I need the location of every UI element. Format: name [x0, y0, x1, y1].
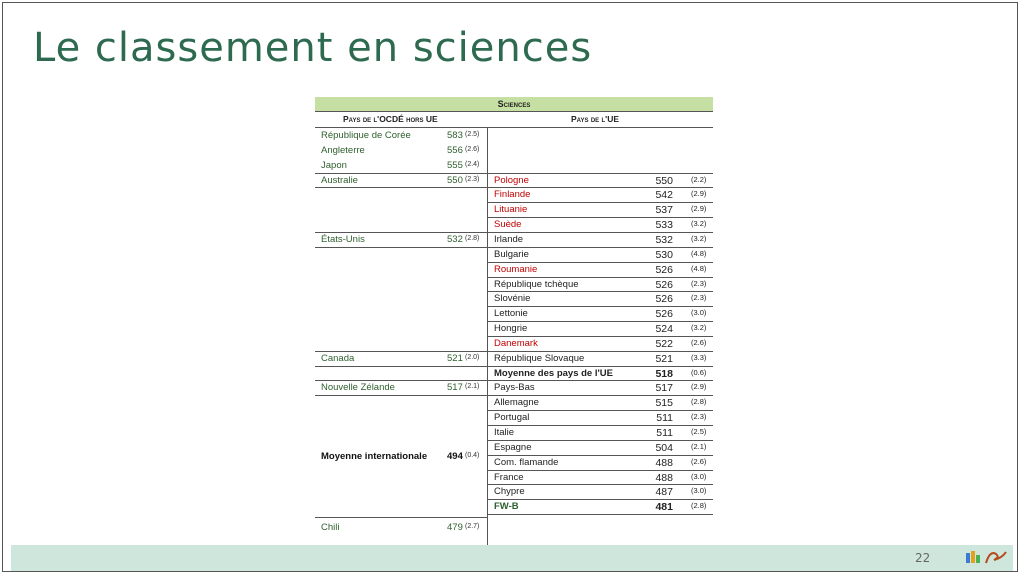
- row-divider: [315, 173, 487, 174]
- row-divider: [487, 514, 713, 515]
- eu-country-se: (3.0): [691, 486, 707, 496]
- eu-country-se: (3.0): [691, 308, 707, 318]
- eu-country-name: Pays-Bas: [494, 382, 535, 394]
- eu-country-score: 517: [655, 382, 673, 395]
- row-divider: [487, 291, 713, 292]
- row-divider: [487, 470, 713, 471]
- row-divider: [487, 440, 713, 441]
- oecd-country-se: (0.4): [465, 451, 480, 459]
- eu-country-score: 550: [655, 174, 673, 187]
- eu-country-se: (2.3): [691, 278, 707, 288]
- page-number: 22: [915, 551, 931, 565]
- oecd-country-se: (2.6): [465, 145, 480, 153]
- eu-country-name: Pologne: [494, 174, 529, 186]
- eu-country-name: Lettonie: [494, 308, 528, 320]
- eu-country-se: (2.6): [691, 456, 707, 466]
- eu-country-name: Irlande: [494, 233, 524, 245]
- slide-footer: [11, 545, 1013, 571]
- oecd-country-se: (2.5): [465, 131, 480, 138]
- oecd-country-se: (2.1): [465, 383, 480, 391]
- eu-country-name: Hongrie: [494, 323, 528, 335]
- oecd-country-name: Angleterre: [321, 144, 365, 156]
- eu-country-name: Com. flamande: [494, 456, 559, 468]
- eu-country-se: (3.2): [691, 219, 707, 229]
- eu-country-score: 537: [655, 204, 673, 217]
- eu-country-name: Portugal: [494, 412, 530, 424]
- eu-country-score: 526: [655, 263, 673, 276]
- eu-country-se: (2.9): [691, 204, 707, 214]
- eu-country-se: (2.2): [691, 174, 707, 184]
- row-divider: [487, 217, 713, 218]
- eu-country-se: (2.1): [691, 441, 707, 451]
- eu-country-score: 518: [655, 367, 673, 380]
- eu-country-se: (0.6): [691, 367, 707, 377]
- table-header: Sciences: [315, 97, 713, 112]
- eu-country-se: (2.9): [691, 382, 707, 392]
- eu-country-score: 522: [655, 337, 673, 350]
- oecd-country-name: République de Corée: [321, 130, 411, 141]
- eu-country-name: France: [494, 471, 524, 483]
- eu-country-name: Slovénie: [494, 293, 531, 305]
- oecd-country-score: 479: [447, 522, 463, 534]
- oecd-country-se: (2.0): [465, 353, 480, 361]
- eu-country-name: Danemark: [494, 337, 538, 349]
- slide: [2, 2, 1018, 572]
- eu-country-score: 542: [655, 189, 673, 202]
- eu-country-se: (2.8): [691, 397, 707, 407]
- oecd-country-name: Nouvelle Zélande: [321, 382, 395, 394]
- oecd-country-score: 556: [447, 144, 463, 156]
- eu-country-score: 511: [656, 412, 673, 425]
- eu-country-score: 526: [655, 278, 673, 291]
- table-subheader: [315, 112, 713, 128]
- row-divider: [487, 247, 713, 248]
- row-divider: [487, 262, 713, 263]
- col-header-eu: Pays de l'UE: [571, 114, 620, 124]
- row-divider: [487, 395, 713, 396]
- eu-country-score: 488: [655, 471, 673, 484]
- column-divider: [487, 128, 488, 554]
- oecd-country-se: (2.8): [465, 234, 480, 242]
- eu-country-name: Italie: [494, 427, 515, 438]
- row-divider: [315, 366, 487, 367]
- oecd-country-score: 555: [447, 159, 463, 171]
- row-divider: [487, 306, 713, 307]
- eu-country-name: Espagne: [494, 441, 532, 453]
- slide-title: Le classement en sciences: [33, 25, 593, 71]
- eu-country-score: 526: [655, 293, 673, 306]
- eu-country-se: (3.2): [691, 233, 707, 243]
- row-divider: [487, 173, 713, 174]
- oecd-country-score: 517: [447, 382, 463, 394]
- row-divider: [487, 232, 713, 233]
- eu-country-name: Lituanie: [494, 204, 528, 216]
- eu-country-score: 521: [655, 352, 673, 365]
- eu-country-name: République tchèque: [494, 278, 579, 290]
- oecd-country-score: 550: [447, 174, 463, 186]
- eu-country-score: 487: [655, 486, 673, 499]
- row-divider: [315, 380, 487, 381]
- oecd-country-score: 521: [447, 352, 463, 364]
- eu-country-name: Bulgarie: [494, 248, 529, 260]
- eu-country-score: 530: [655, 248, 673, 261]
- oecd-country-score: 494: [447, 450, 463, 462]
- eu-country-name: Finlande: [494, 189, 531, 201]
- eu-country-se: (4.8): [691, 263, 707, 273]
- row-divider: [315, 247, 487, 248]
- eu-country-se: (3.2): [691, 323, 707, 333]
- eu-country-se: (2.3): [691, 412, 707, 422]
- eu-country-score: 481: [655, 501, 673, 514]
- row-divider: [487, 484, 713, 485]
- eu-country-score: 488: [655, 456, 673, 469]
- row-divider: [487, 366, 713, 367]
- oecd-country-se: (2.7): [465, 523, 480, 531]
- row-divider: [487, 187, 713, 188]
- oecd-country-name: États-Unis: [321, 233, 365, 245]
- eu-country-score: 533: [655, 219, 673, 232]
- oecd-country-se: (2.3): [465, 175, 480, 183]
- row-divider: [315, 187, 487, 188]
- row-divider: [315, 232, 487, 233]
- eu-country-se: (3.0): [691, 471, 707, 481]
- eu-country-score: 515: [655, 397, 673, 410]
- eu-country-score: 504: [655, 441, 673, 454]
- eu-country-name: Chypre: [494, 486, 525, 498]
- institution-logo-icon: [964, 548, 1010, 568]
- eu-country-se: (4.8): [691, 248, 707, 258]
- oecd-country-name: Australie: [321, 174, 358, 186]
- eu-country-se: (3.3): [691, 352, 707, 362]
- eu-country-score: 532: [655, 233, 673, 246]
- eu-country-se: (2.5): [691, 427, 707, 436]
- eu-country-name: Roumanie: [494, 263, 538, 275]
- row-divider: [487, 380, 713, 381]
- eu-country-name: Allemagne: [494, 397, 539, 409]
- sciences-table: [315, 97, 713, 554]
- eu-country-se: (2.9): [691, 189, 707, 199]
- row-divider: [487, 425, 713, 426]
- eu-country-se: (2.6): [691, 337, 707, 347]
- oecd-country-name: Canada: [321, 352, 355, 364]
- row-divider: [315, 351, 487, 352]
- row-divider: [487, 455, 713, 456]
- row-divider: [487, 499, 713, 500]
- eu-country-score: 526: [655, 308, 673, 321]
- eu-country-name: Moyenne des pays de l'UE: [494, 367, 613, 379]
- oecd-country-name: Chili: [321, 522, 340, 534]
- eu-country-score: 524: [655, 323, 673, 336]
- eu-country-name: FW-B: [494, 501, 519, 513]
- row-divider: [315, 395, 487, 396]
- eu-country-score: 511: [656, 427, 673, 439]
- oecd-country-se: (2.4): [465, 160, 480, 168]
- oecd-country-score: 583: [447, 130, 463, 141]
- oecd-country-score: 532: [447, 233, 463, 245]
- eu-country-name: République Slovaque: [494, 352, 585, 364]
- row-divider: [487, 351, 713, 352]
- col-header-oecd-non-eu: Pays de l'OCDÉ hors UE: [343, 114, 438, 124]
- row-divider: [315, 517, 487, 518]
- row-divider: [487, 410, 713, 411]
- table-body: [315, 128, 713, 554]
- eu-country-name: Suède: [494, 219, 522, 231]
- row-divider: [487, 321, 713, 322]
- row-divider: [487, 277, 713, 278]
- row-divider: [487, 202, 713, 203]
- eu-country-se: (2.3): [691, 293, 707, 303]
- oecd-country-name: Moyenne internationale: [321, 450, 428, 462]
- oecd-country-name: Japon: [321, 159, 347, 171]
- eu-country-se: (2.8): [691, 501, 707, 511]
- row-divider: [487, 336, 713, 337]
